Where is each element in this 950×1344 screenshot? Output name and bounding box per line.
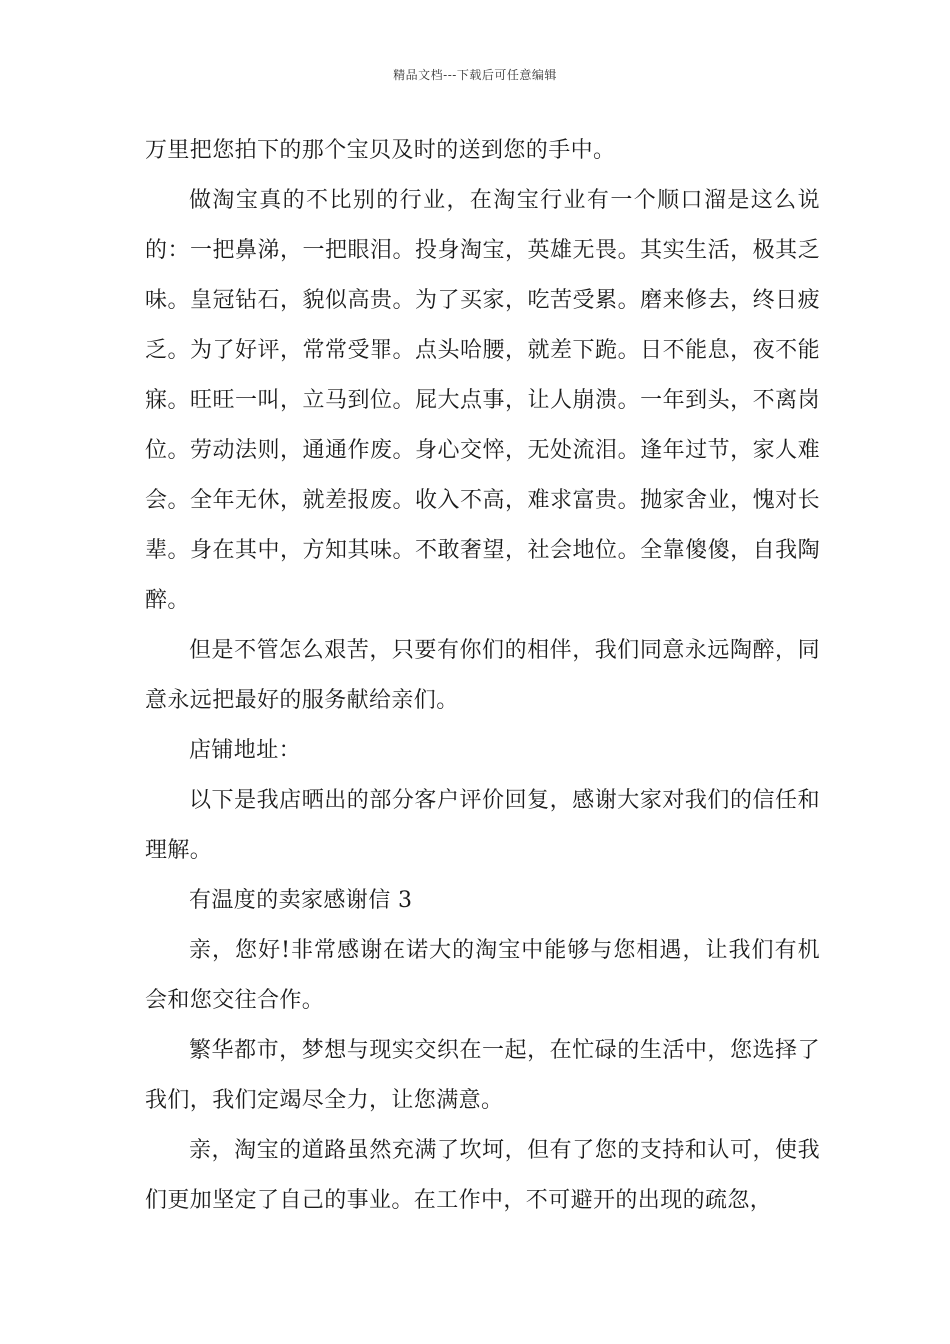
paragraph-6: 亲，您好!非常感谢在诺大的淘宝中能够与您相遇，让我们有机会和您交往合作。: [145, 938, 820, 1013]
paragraph-1: 万里把您拍下的那个宝贝及时的送到您的手中。: [145, 138, 616, 163]
paragraph-7: 繁华都市，梦想与现实交织在一起，在忙碌的生活中，您选择了我们，我们定竭尽全力，让您满意。: [145, 1038, 820, 1113]
paragraph-8: 亲，淘宝的道路虽然充满了坎坷，但有了您的支持和认可，使我们更加坚定了自己的事业。在工作中，不可避开的出现的疏忽，: [145, 1138, 820, 1213]
paragraph-4: 店铺地址：: [189, 738, 302, 763]
section-heading: 有温度的卖家感谢信 3: [189, 888, 413, 913]
paragraph-2: 做淘宝真的不比别的行业，在淘宝行业有一个顺口溜是这么说的：一把鼻涕，一把眼泪。投身淘宝，英雄无畏。其实生活，极其乏味。皇冠钻石，貌似高贵。为了买家，吃苦受累。磨来修去，终日疲乏。为了好评，常常受罪。点头哈腰，就差下跪。日不能息，夜不能寐。旺旺一叫，立马到位。屁大点事，让人崩溃。一年到头，不离岗位。劳动法则，通通作废。身心交悴，无处流泪。逢年过节，家人难会。全年无休，就差报废。收入不高，难求富贵。抛家舍业，愧对长辈。身在其中，方知其味。不敢奢望，社会地位。全靠傻傻，自我陶醉。: [145, 188, 820, 613]
paragraph-5: 以下是我店晒出的部分客户评价回复，感谢大家对我们的信任和理解。: [145, 788, 820, 863]
page-header: 精品文档---下载后可任意编辑: [393, 68, 557, 82]
paragraph-3: 但是不管怎么艰苦，只要有你们的相伴，我们同意永远陶醉，同意永远把最好的服务献给亲们。: [145, 638, 820, 713]
document-body: [145, 126, 820, 1226]
